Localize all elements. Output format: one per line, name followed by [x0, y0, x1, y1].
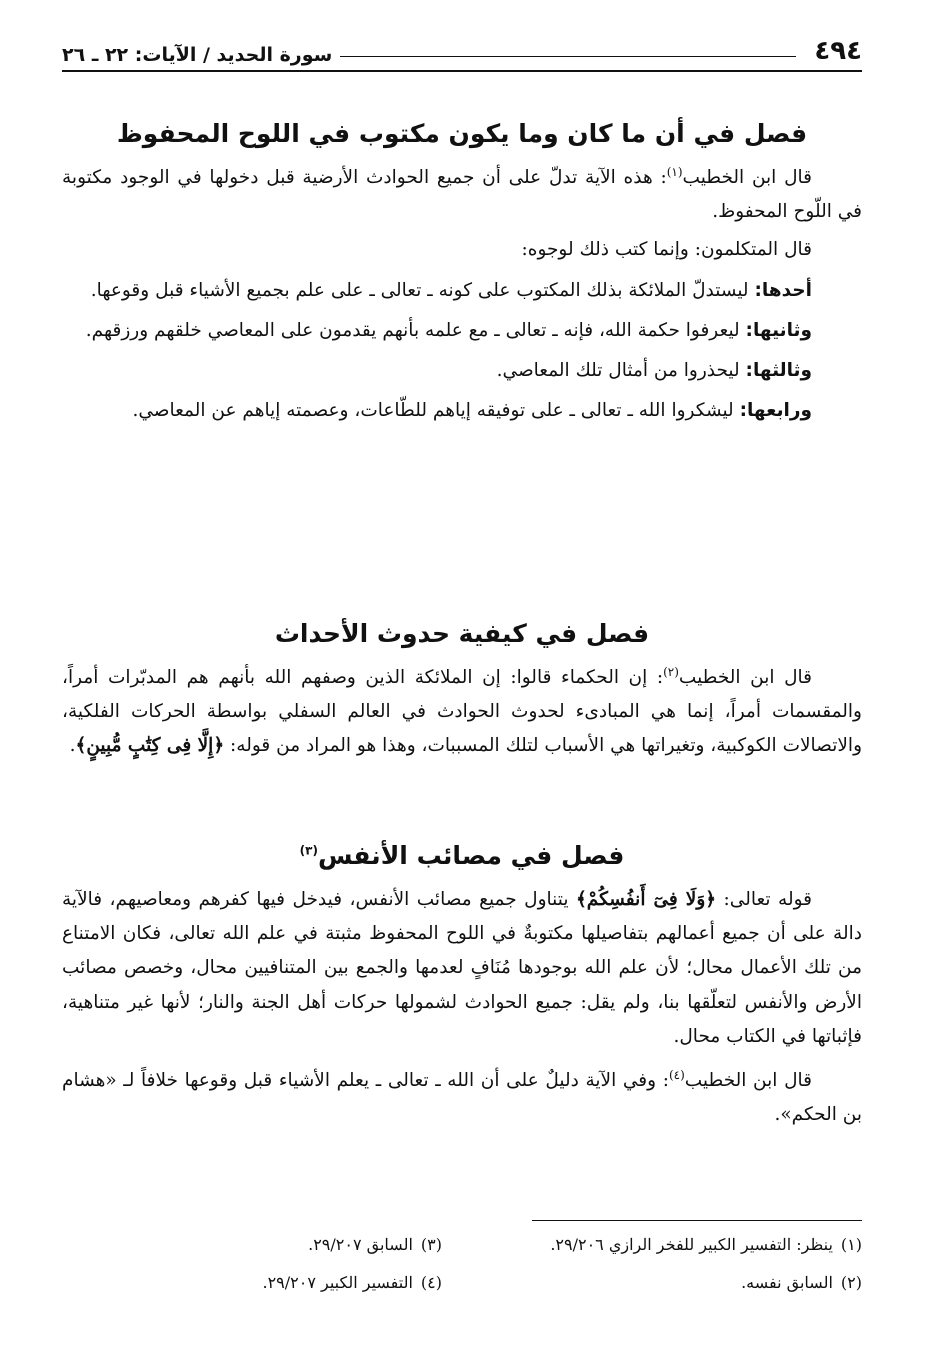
quran-verse: ﴿وَلَا فِىٓ أَنفُسِكُمْ﴾ — [575, 889, 717, 910]
section-soul-afflictions — [62, 838, 862, 1133]
list-item: أحدها: ليستدلّ الملائكة بذلك المكتوب على كونه ـ تعالى ـ على علم بجميع الأشياء قبل وقوعها. — [90, 279, 812, 301]
footnote-item: (٣)السابق ٢٩/٢٠٧. — [308, 1235, 442, 1254]
list-item: وثانيها: ليعرفوا حكمة الله، فإنه ـ تعالى ـ مع علمه بأنهم يقدمون على المعاصي خلقهم ورزقهم. — [85, 319, 812, 341]
book-page — [62, 28, 862, 1348]
paragraph: قال ابن الخطيب$^{(١)}$: هذه الآية تدلّ على أن جميع الحوادث الأرضية قبل دخولها في الوجود مكتوبة في اللّوح المحفوظ. — [62, 164, 862, 223]
header-rule — [340, 56, 796, 57]
section-title: فصل في مصائب الأنفس$^{(٣)}$ — [299, 841, 625, 870]
list-item: ورابعها: ليشكروا الله ـ تعالى ـ على توفيقه إياهم للطّاعات، وعصمته إياهم عن المعاصي. — [132, 400, 812, 422]
section-title: فصل في كيفية حدوث الأحداث — [274, 619, 650, 648]
footnotes — [62, 1232, 862, 1295]
paragraph: قال ابن الخطيب$^{(٤)}$: وفي الآية دليلٌ على أن الله ـ تعالى ـ يعلم الأشياء قبل وقوعها خلافاً لـ «هشام بن الحكم». — [62, 1067, 862, 1126]
footnote-item: (٢)السابق نفسه. — [741, 1272, 862, 1292]
paragraph: قال ابن الخطيب$^{(٢)}$: إن الحكماء قالوا: إن الملائكة الذين وصفهم الله بأنهم هم المدبّرات أمراً، والمقسمات أمراً، إنما هي المبادىء لحدوث الحوادث في العالم السفلي بواسطة الحركات الفلكية، والاتصالات الكوكبية، وتغيراتها هي الأسباب لتلك المسببات، وهذا هو المراد من قوله: ﴿إِلَّا فِى كِتَٰبٍ مُّبِينٍ﴾. — [62, 664, 862, 757]
running-header — [62, 28, 862, 72]
paragraph: قال المتكلمون: وإنما كتب ذلك لوجوه: — [521, 239, 812, 261]
footnote-ref: (٢) — [663, 664, 679, 679]
section-preserved-tablet — [62, 116, 862, 429]
footnote-ref: (٤) — [668, 1067, 685, 1082]
footnote-ref: (٣) — [299, 843, 318, 858]
quran-verse: ﴿إِلَّا فِى كِتَٰبٍ مُّبِينٍ﴾ — [75, 735, 225, 757]
footnote-ref: (١) — [666, 164, 683, 179]
paragraph: قوله تعالى: ﴿وَلَا فِىٓ أَنفُسِكُمْ﴾ يتناول جميع مصائب الأنفس، فيدخل فيها كفرهم ومعاصيهم، فالآية دالة على أن جميع أعمالهم بتفاصيلها مكتوبةٌ في اللوح المحفوظ مثبتة في علم الله تعالى، فكان الامتناع من تلك الأعمال محال؛ لأن علم الله بوجودها مُنَافٍ لعدمها والجمع بين المتنافيين محال، وخصص مصائب الأرض والأنفس لتعلّقها بنا، ولم يقل: جميع الحوادث لشمولها حركات أهل الجنة والنار؛ لأنها غير متناهية، فإثباتها في الكتاب محال. — [62, 889, 863, 1047]
section-events-occurrence — [62, 616, 862, 764]
chapter-reference: سورة الحديد / الآيات: ٢٢ ـ ٢٦ — [62, 44, 333, 66]
footnote-divider — [532, 1220, 862, 1221]
footnote-item: (١)ينظر: التفسير الكبير للفخر الرازي ٢٩/٢٠٦. — [550, 1235, 862, 1254]
list-item: وثالثها: ليحذروا من أمثال تلك المعاصي. — [496, 360, 812, 382]
section-title: فصل في أن ما كان وما يكون مكتوب في اللوح المحفوظ — [116, 119, 808, 148]
footnote-item: (٤)التفسير الكبير ٢٩/٢٠٧. — [262, 1272, 442, 1292]
page-number: ٤٩٤ — [814, 36, 862, 66]
